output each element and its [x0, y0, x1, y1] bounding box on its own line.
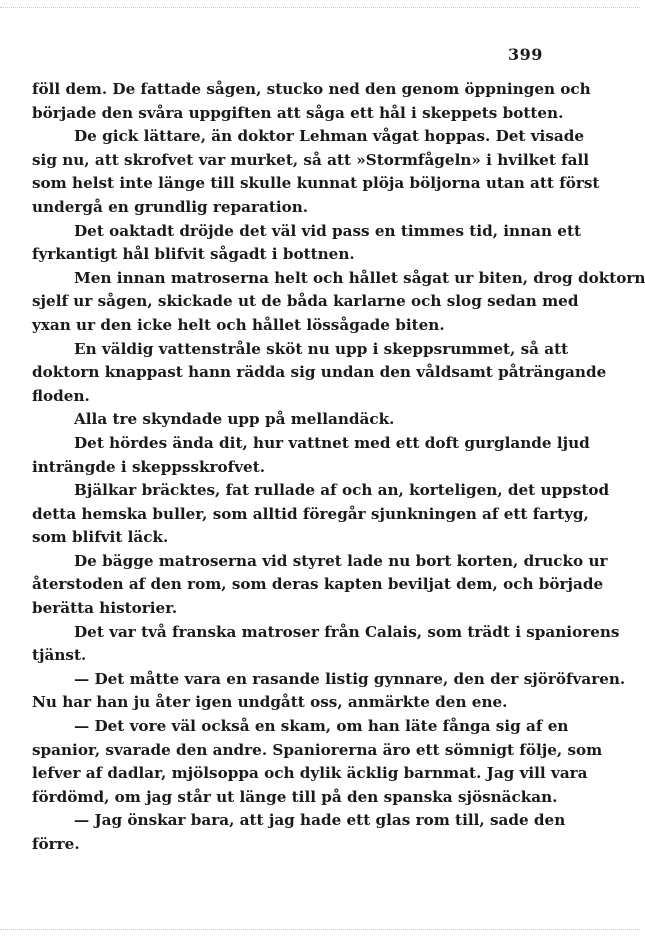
text-line: började den svåra uppgiften att såga ett hål i skeppets botten.	[32, 103, 564, 122]
page-bottom-edge	[0, 929, 640, 930]
text-line: doktorn knappast hann rädda sig undan den våldsamt påträngande	[32, 363, 607, 382]
text-line: förre.	[32, 835, 80, 853]
text-line: — Det vore väl också en skam, om han läte fånga sig af en	[74, 717, 569, 736]
text-line: lefver af dadlar, mjölsoppa och dylik äcklig barnmat. Jag vill vara	[32, 764, 588, 783]
text-line: floden.	[32, 386, 90, 405]
text-line: Men innan matroserna helt och hållet sågat ur biten, drog doktorn	[74, 268, 645, 287]
page-number: 399	[508, 45, 543, 64]
text-line: Det var två franska matroser från Calais, som trädt i spaniorens	[74, 622, 620, 641]
text-line: detta hemska buller, som alltid föregår sjunkningen af ett fartyg,	[32, 504, 589, 523]
text-line: De gick lättare, än doktor Lehman vågat hoppas. Det visade	[74, 127, 584, 146]
text-line: sjelf ur sågen, skickade ut de båda karlarne och slog sedan med	[32, 292, 579, 311]
text-line: sig nu, att skrofvet var murket, så att »Stormfågeln» i hvilket fall	[32, 150, 590, 169]
text-line: En väldig vattenstråle sköt nu upp i skeppsrummet, så att	[74, 339, 569, 358]
text-line: berätta historier.	[32, 599, 178, 618]
text-line: spanior, svarade den andre. Spaniorerna äro ett sömnigt följe, som	[32, 740, 603, 759]
text-line: föll dem. De fattade sågen, stucko ned den genom öppningen och	[32, 80, 591, 98]
text-line: Bjälkar bräcktes, fat rullade af och an, korteligen, det uppstod	[74, 481, 610, 500]
text-line: Nu har han ju åter igen undgått oss, anmärkte den ene.	[32, 693, 508, 712]
text-line: som blifvit läck.	[32, 528, 169, 547]
text-line: Det oaktadt dröjde det väl vid pass en timmes tid, innan ett	[74, 221, 581, 240]
text-line: — Jag önskar bara, att jag hade ett glas rom till, sade den	[74, 811, 566, 830]
text-line: Det hördes ända dit, hur vattnet med ett doft gurglande ljud	[74, 433, 590, 452]
text-line: fördömd, om jag står ut länge till på den spanska sjösnäckan.	[32, 787, 558, 806]
text-line: — Det måtte vara en rasande listig gynnare, den der sjöröfvaren.	[74, 669, 626, 688]
body-text	[32, 78, 645, 857]
text-line: återstoden af den rom, som deras kapten beviljat dem, och började	[32, 575, 604, 594]
text-line: inträngde i skeppsskrofvet.	[32, 457, 266, 476]
text-line: Alla tre skyndade upp på mellandäck.	[74, 410, 395, 429]
text-line: fyrkantigt hål blifvit sågadt i bottnen.	[32, 245, 355, 264]
text-line: som helst inte länge till skulle kunnat plöja böljorna utan att först	[32, 174, 600, 193]
text-line: tjänst.	[32, 646, 87, 665]
text-line: undergå en grundlig reparation.	[32, 197, 309, 216]
text-line: yxan ur den icke helt och hållet lössågade biten.	[32, 315, 445, 334]
page-top-edge	[0, 7, 640, 8]
text-line: De bägge matroserna vid styret lade nu bort korten, drucko ur	[74, 551, 608, 570]
